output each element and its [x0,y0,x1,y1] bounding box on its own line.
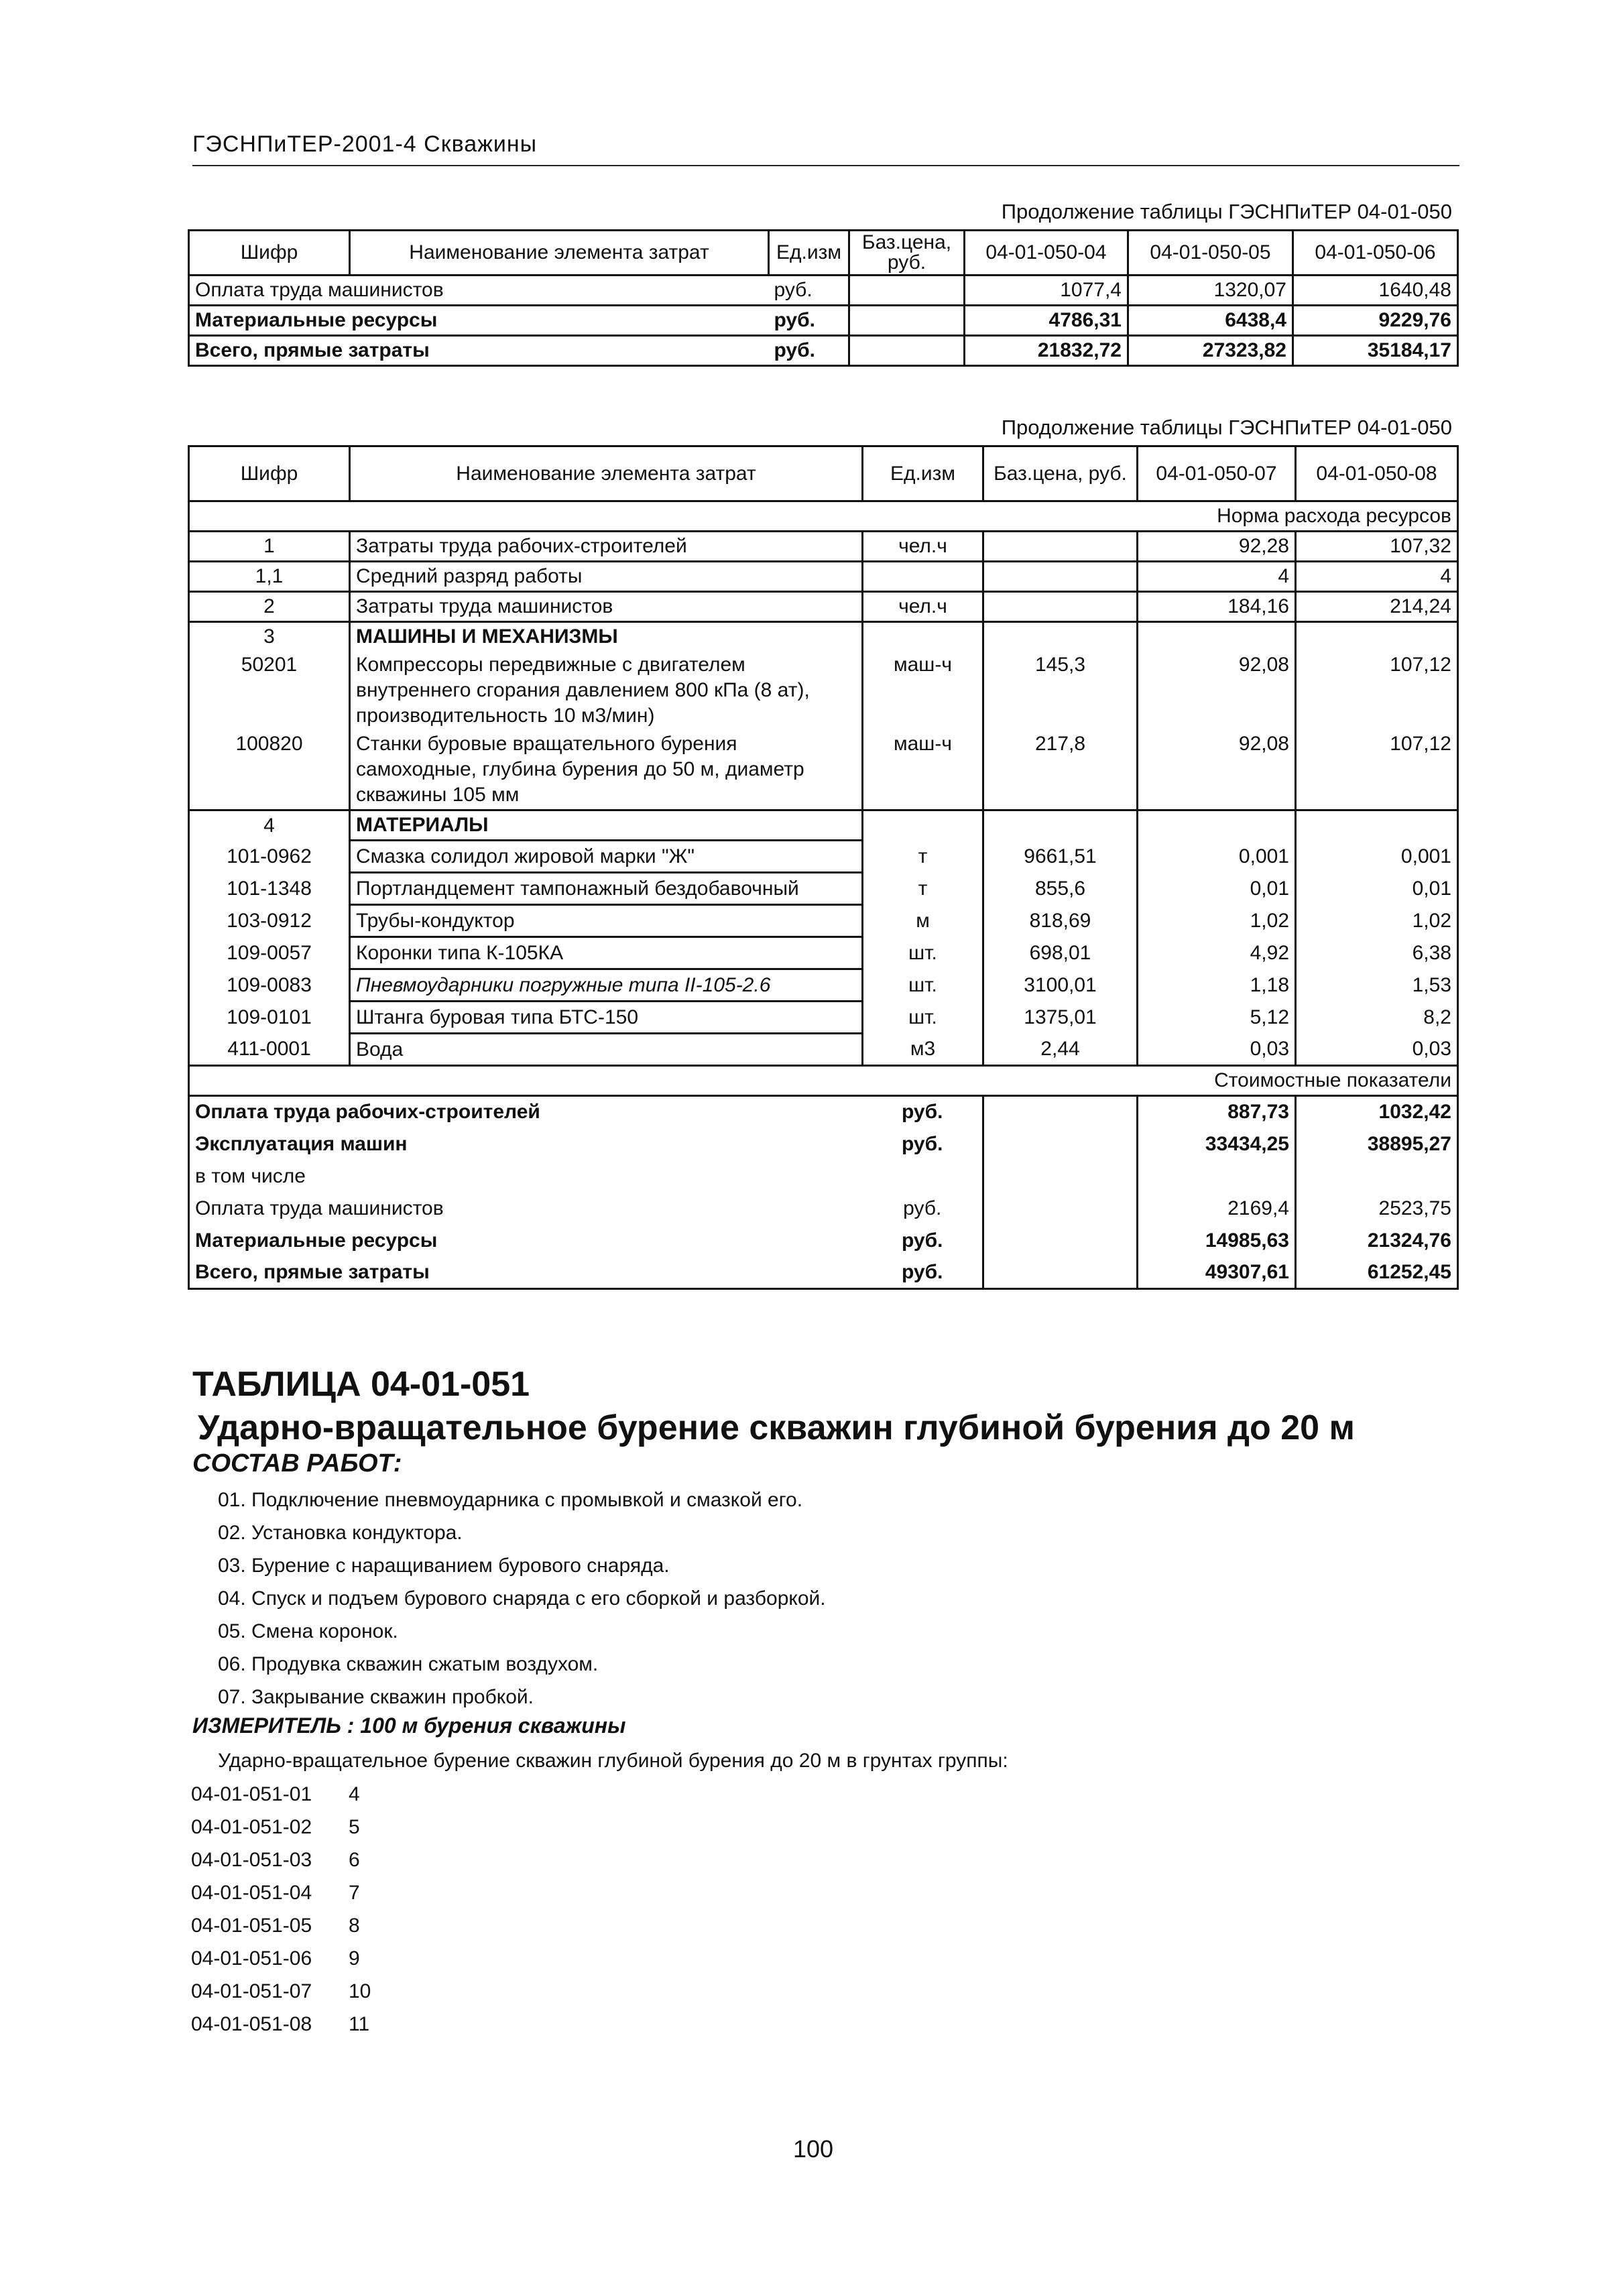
table-row: в том числе [189,1160,1458,1193]
table-row: 1,1 Средний разряд работы 4 4 [189,562,1458,592]
table-subtitle: Ударно-вращательное бурение скважин глубиной бурения до 20 м [198,1408,1355,1447]
table-row: 109-0083 Пневмоударники погружные типа II-105-2.6 шт. 3100,01 1,18 1,53 [189,969,1458,1002]
table-row: 101-0962 Смазка солидол жировой марки "Ж" т 9661,51 0,001 0,001 [189,841,1458,873]
t2-h-price: Баз.цена, руб. [983,446,1138,501]
document-header: ГЭСНПиТЕР-2001-4 Скважины [192,131,538,157]
work-item: 05. Смена коронок. [218,1620,398,1642]
table-row: 100820 Станки буровые вращательного бурения самоходные, глубина бурения до 50 м, диаметр скважины 105 мм маш-ч 217,8 92,08 107,12 [189,730,1458,810]
code-group: 11 [349,2013,370,2035]
t1-h-c1: 04-01-050-04 [965,231,1128,276]
table2 [188,445,1459,1290]
work-item: 06. Продувка скважин сжатым воздухом. [218,1653,599,1675]
t2-h-unit: Ед.изм [863,446,983,501]
table1-continuation: Продолжение таблицы ГЭСНПиТЕР 04-01-050 [1001,200,1452,223]
work-heading: СОСТАВ РАБОТ: [192,1449,402,1477]
table-row: Материальные ресурсы руб. 14985,63 21324,76 [189,1225,1458,1257]
t1-h-c3: 04-01-050-06 [1293,231,1458,276]
code-item: 04-01-051-06 [191,1947,312,1970]
code-group: 8 [349,1915,360,1937]
t1-h-name: Наименование элемента затрат [350,231,769,276]
table-row: 3 МАШИНЫ И МЕХАНИЗМЫ [189,622,1458,652]
t1-h-code: Шифр [189,231,350,276]
t2-h-c1: 04-01-050-07 [1138,446,1296,501]
work-item: 07. Закрывание скважин пробкой. [218,1686,534,1708]
t1-h-unit: Ед.изм [769,231,849,276]
table-row: 101-1348 Портландцемент тампонажный бездобавочный т 855,6 0,01 0,01 [189,873,1458,905]
table2-continuation: Продолжение таблицы ГЭСНПиТЕР 04-01-050 [1001,416,1452,439]
code-group: 9 [349,1947,360,1970]
table-row: 103-0912 Трубы-кондуктор м 818,69 1,02 1,02 [189,905,1458,937]
work-item: 01. Подключение пневмоударника с промывкой и смазкой его. [218,1489,803,1511]
table-row: Оплата труда машинистов руб. 1077,4 1320,07 1640,48 [189,276,1458,306]
table-row: Эксплуатация машин руб. 33434,25 38895,27 [189,1128,1458,1160]
table-row: Материальные ресурсы руб. 4786,31 6438,4 9229,76 [189,306,1458,336]
code-group: 4 [349,1783,360,1805]
code-item: 04-01-051-02 [191,1816,312,1838]
table-row: 411-0001 Вода м3 2,44 0,03 0,03 [189,1034,1458,1066]
code-item: 04-01-051-03 [191,1849,312,1871]
code-group: 5 [349,1816,360,1838]
work-item: 02. Установка кондуктора. [218,1522,463,1544]
code-group: 7 [349,1882,360,1904]
measurement-unit: ИЗМЕРИТЕЛЬ : 100 м бурения скважины [192,1713,626,1738]
table-row: Всего, прямые затраты руб. 21832,72 27323,82 35184,17 [189,336,1458,366]
page-number: 100 [793,2135,834,2163]
code-item: 04-01-051-07 [191,1980,312,2002]
t1-h-c2: 04-01-050-05 [1128,231,1293,276]
table-row: Всего, прямые затраты руб. 49307,61 61252,45 [189,1257,1458,1289]
code-item: 04-01-051-05 [191,1915,312,1937]
t2-h-code: Шифр [189,446,350,501]
code-item: 04-01-051-08 [191,2013,312,2035]
code-group: 6 [349,1849,360,1871]
codes-intro: Ударно-вращательное бурение скважин глубиной бурения до 20 м в грунтах группы: [218,1750,1008,1772]
table-row: 2 Затраты труда машинистов чел.ч 184,16 214,24 [189,592,1458,622]
table-row: 109-0101 Штанга буровая типа БТС-150 шт. 1375,01 5,12 8,2 [189,1002,1458,1034]
t2-h-c2: 04-01-050-08 [1296,446,1458,501]
t1-h-price: Баз.цена, руб. [849,231,965,276]
table-row: 1 Затраты труда рабочих-строителей чел.ч 92,28 107,32 [189,532,1458,562]
work-item: 03. Бурение с наращиванием бурового снаряда. [218,1555,670,1577]
table-row: Оплата труда рабочих-строителей руб. 887,73 1032,42 [189,1096,1458,1128]
resource-rows [189,532,1458,1066]
table1 [188,229,1459,367]
table-row: 4 МАТЕРИАЛЫ [189,810,1458,841]
table-row: 50201 Компрессоры передвижные с двигателем внутреннего сгорания давлением 800 кПа (8 ат), производительность 10 м3/мин) маш-ч 145,3 92,08 107,12 [189,651,1458,730]
norm-label: Норма расхода ресурсов [189,501,1458,532]
code-group: 10 [349,1980,371,2002]
table-row: 109-0057 Коронки типа К-105КА шт. 698,01 4,92 6,38 [189,937,1458,969]
header-rule [192,165,1459,166]
work-item: 04. Спуск и подъем бурового снаряда с его сборкой и разборкой. [218,1587,826,1610]
code-item: 04-01-051-01 [191,1783,312,1805]
cost-rows [189,1096,1458,1289]
table-title: ТАБЛИЦА 04-01-051 [192,1365,530,1404]
cost-label: Стоимостные показатели [189,1066,1458,1096]
table-row: Оплата труда машинистов руб. 2169,4 2523,75 [189,1193,1458,1225]
code-item: 04-01-051-04 [191,1882,312,1904]
t2-h-name: Наименование элемента затрат [350,446,863,501]
